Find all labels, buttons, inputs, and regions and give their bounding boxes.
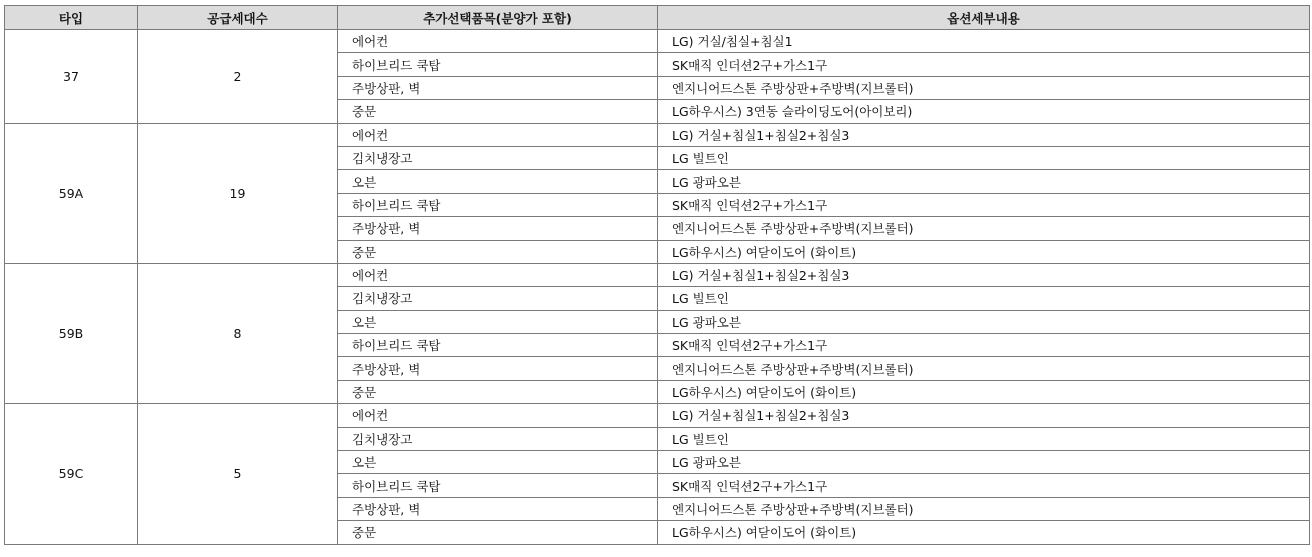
option-item-cell: 에어컨 <box>338 30 658 53</box>
option-item-cell: 김치냉장고 <box>338 427 658 450</box>
options-table-wrapper <box>4 5 1310 545</box>
option-item-cell: 하이브리드 쿡탑 <box>338 474 658 497</box>
option-detail-cell: LG) 거실+침실1+침실2+침실3 <box>658 263 1310 286</box>
header-row <box>5 6 1310 30</box>
option-detail-cell: SK매직 인덕션2구+가스1구 <box>658 334 1310 357</box>
option-item-cell: 중문 <box>338 100 658 123</box>
option-detail-cell: 엔지니어드스톤 주방상판+주방벽(지브롤터) <box>658 76 1310 99</box>
header-units: 공급세대수 <box>138 6 338 30</box>
option-item-cell: 김치냉장고 <box>338 287 658 310</box>
option-item-cell: 에어컨 <box>338 404 658 427</box>
option-item-cell: 주방상판, 벽 <box>338 357 658 380</box>
option-detail-cell: LG하우시스) 여닫이도어 (화이트) <box>658 521 1310 544</box>
option-item-cell: 하이브리드 쿡탑 <box>338 193 658 216</box>
option-item-cell: 중문 <box>338 240 658 263</box>
option-detail-cell: LG 빌트인 <box>658 146 1310 169</box>
option-detail-cell: LG 광파오븐 <box>658 310 1310 333</box>
type-cell: 59B <box>5 263 138 403</box>
option-item-cell: 오븐 <box>338 451 658 474</box>
option-detail-cell: SK매직 인덕션2구+가스1구 <box>658 193 1310 216</box>
option-detail-cell: LG하우시스) 여닫이도어 (화이트) <box>658 240 1310 263</box>
option-item-cell: 하이브리드 쿡탑 <box>338 53 658 76</box>
option-item-cell: 오븐 <box>338 170 658 193</box>
header-type: 타입 <box>5 6 138 30</box>
option-detail-cell: LG) 거실/침실+침실1 <box>658 30 1310 53</box>
option-detail-cell: SK매직 인덕션2구+가스1구 <box>658 474 1310 497</box>
option-detail-cell: SK매직 인더션2구+가스1구 <box>658 53 1310 76</box>
option-item-cell: 중문 <box>338 521 658 544</box>
option-item-cell: 김치냉장고 <box>338 146 658 169</box>
header-option-item: 추가선택품목(분양가 포함) <box>338 6 658 30</box>
option-detail-cell: LG 빌트인 <box>658 427 1310 450</box>
option-detail-cell: 엔지니어드스톤 주방상판+주방벽(지브롤터) <box>658 357 1310 380</box>
option-detail-cell: LG) 거실+침실1+침실2+침실3 <box>658 123 1310 146</box>
option-item-cell: 하이브리드 쿡탑 <box>338 334 658 357</box>
option-item-cell: 오븐 <box>338 310 658 333</box>
units-cell: 8 <box>138 263 338 403</box>
table-row <box>5 123 1310 146</box>
option-item-cell: 주방상판, 벽 <box>338 497 658 520</box>
option-item-cell: 중문 <box>338 380 658 403</box>
option-detail-cell: LG하우시스) 3연동 슬라이딩도어(아이보리) <box>658 100 1310 123</box>
header-option-detail: 옵션세부내용 <box>658 6 1310 30</box>
type-cell: 59C <box>5 404 138 544</box>
units-cell: 19 <box>138 123 338 263</box>
type-cell: 37 <box>5 30 138 124</box>
option-detail-cell: LG 광파오븐 <box>658 451 1310 474</box>
option-detail-cell: LG 빌트인 <box>658 287 1310 310</box>
table-row <box>5 263 1310 286</box>
type-cell: 59A <box>5 123 138 263</box>
option-detail-cell: LG하우시스) 여닫이도어 (화이트) <box>658 380 1310 403</box>
option-item-cell: 에어컨 <box>338 123 658 146</box>
table-row <box>5 404 1310 427</box>
units-cell: 2 <box>138 30 338 124</box>
option-detail-cell: 엔지니어드스톤 주방상판+주방벽(지브롤터) <box>658 217 1310 240</box>
option-detail-cell: 엔지니어드스톤 주방상판+주방벽(지브롤터) <box>658 497 1310 520</box>
option-item-cell: 에어컨 <box>338 263 658 286</box>
table-row <box>5 30 1310 53</box>
option-item-cell: 주방상판, 벽 <box>338 76 658 99</box>
option-item-cell: 주방상판, 벽 <box>338 217 658 240</box>
option-detail-cell: LG 광파오븐 <box>658 170 1310 193</box>
option-detail-cell: LG) 거실+침실1+침실2+침실3 <box>658 404 1310 427</box>
options-table <box>4 5 1310 545</box>
units-cell: 5 <box>138 404 338 544</box>
